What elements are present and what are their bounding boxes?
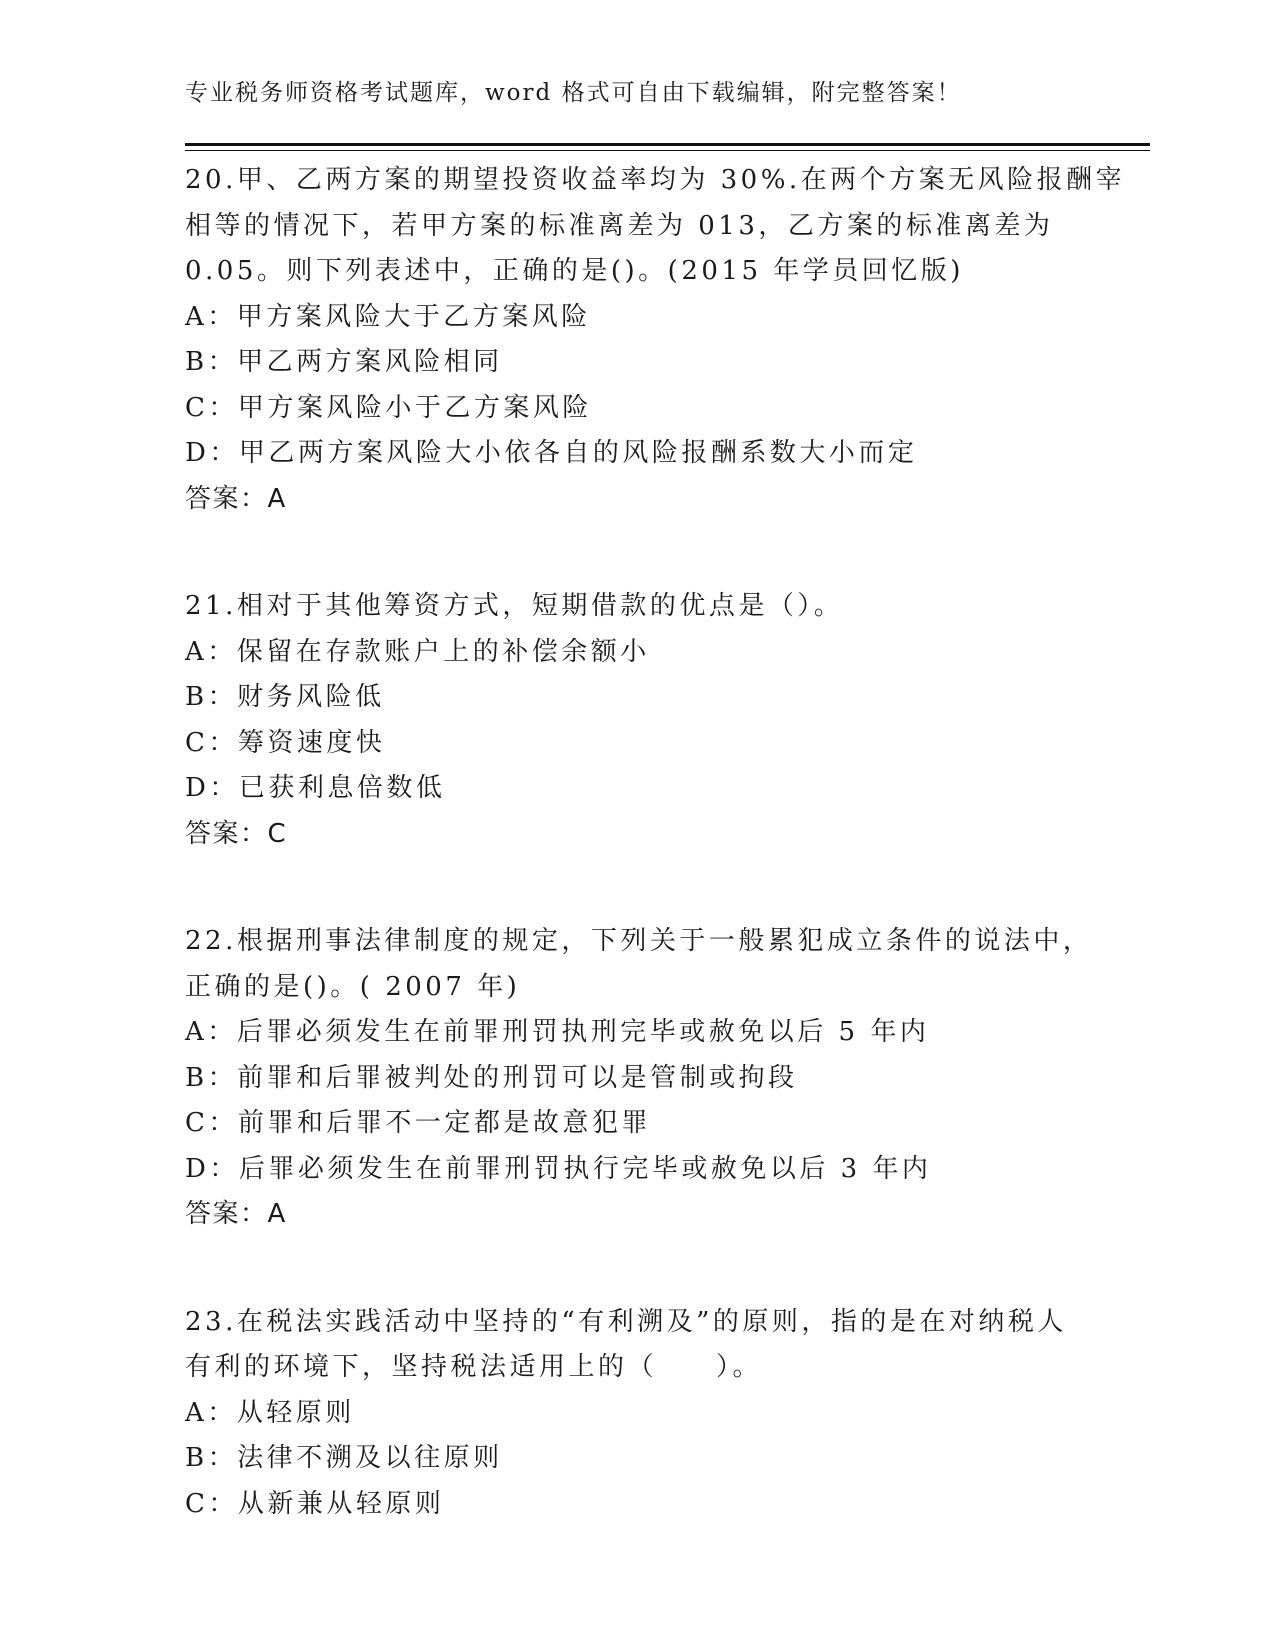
option-a: A：从轻原则 [185, 1397, 355, 1428]
option-b: B：财务风险低 [185, 682, 385, 712]
question-stem-line: 23.在税法实践活动中坚持的“有利溯及”的原则，指的是在对纳税人 [185, 1306, 1067, 1337]
option-a: A：甲方案风险大于乙方案风险 [185, 301, 591, 332]
option-b: B：法律不溯及以往原则 [185, 1443, 503, 1473]
option-c: C：筹资速度快 [185, 727, 386, 758]
question-23 [185, 1300, 1085, 1528]
page-header: 专业税务师资格考试题库，word 格式可自由下载编辑，附完整答案！ [185, 80, 962, 106]
header-rule-thick [185, 143, 1150, 146]
option-b: B：甲乙两方案风险相同 [185, 347, 503, 377]
option-c: C：前罪和后罪不一定都是故意犯罪 [185, 1108, 651, 1138]
question-stem-line: 0.05。则下列表述中，正确的是()。(2015 年学员回忆版) [185, 256, 964, 286]
option-c: C：从新兼从轻原则 [185, 1488, 445, 1519]
option-a: A：保留在存款账户上的补偿余额小 [185, 636, 650, 667]
answer: 答案：A [185, 483, 287, 514]
header-rule-thin [185, 150, 1150, 151]
question-stem-line: 相等的情况下，若甲方案的标准离差为 013，乙方案的标准离差为 [185, 210, 1054, 241]
question-stem-line: 有利的环境下，坚持税法适用上的（ ）。 [185, 1352, 763, 1382]
option-c: C：甲方案风险小于乙方案风险 [185, 392, 592, 423]
question-21 [185, 584, 1085, 857]
answer: 答案：C [185, 818, 288, 849]
option-a: A：后罪必须发生在前罪刑罚执刑完毕或赦免以后 5 年内 [185, 1017, 930, 1047]
option-d: D：甲乙两方案风险大小依各自的风险报酬系数大小而定 [185, 438, 918, 468]
question-list [185, 158, 1126, 1589]
option-d: D：已获利息倍数低 [185, 773, 446, 803]
question-22 [185, 919, 1093, 1238]
question-20 [185, 158, 1126, 522]
answer: 答案：A [185, 1199, 287, 1229]
question-stem-line: 20.甲、乙两方案的期望投资收益率均为 30%.在两个方案无风险报酬宰 [185, 165, 1126, 195]
question-stem-line: 22.根据刑事法律制度的规定，下列关于一般累犯成立条件的说法中， [185, 926, 1093, 956]
question-stem-line: 21.相对于其他筹资方式，短期借款的优点是（）。 [185, 591, 844, 621]
option-d: D：后罪必须发生在前罪刑罚执行完毕或赦免以后 3 年内 [185, 1153, 932, 1184]
question-stem-line: 正确的是()。( 2007 年) [185, 971, 521, 1002]
option-b: B：前罪和后罪被判处的刑罚可以是管制或拘段 [185, 1062, 798, 1093]
